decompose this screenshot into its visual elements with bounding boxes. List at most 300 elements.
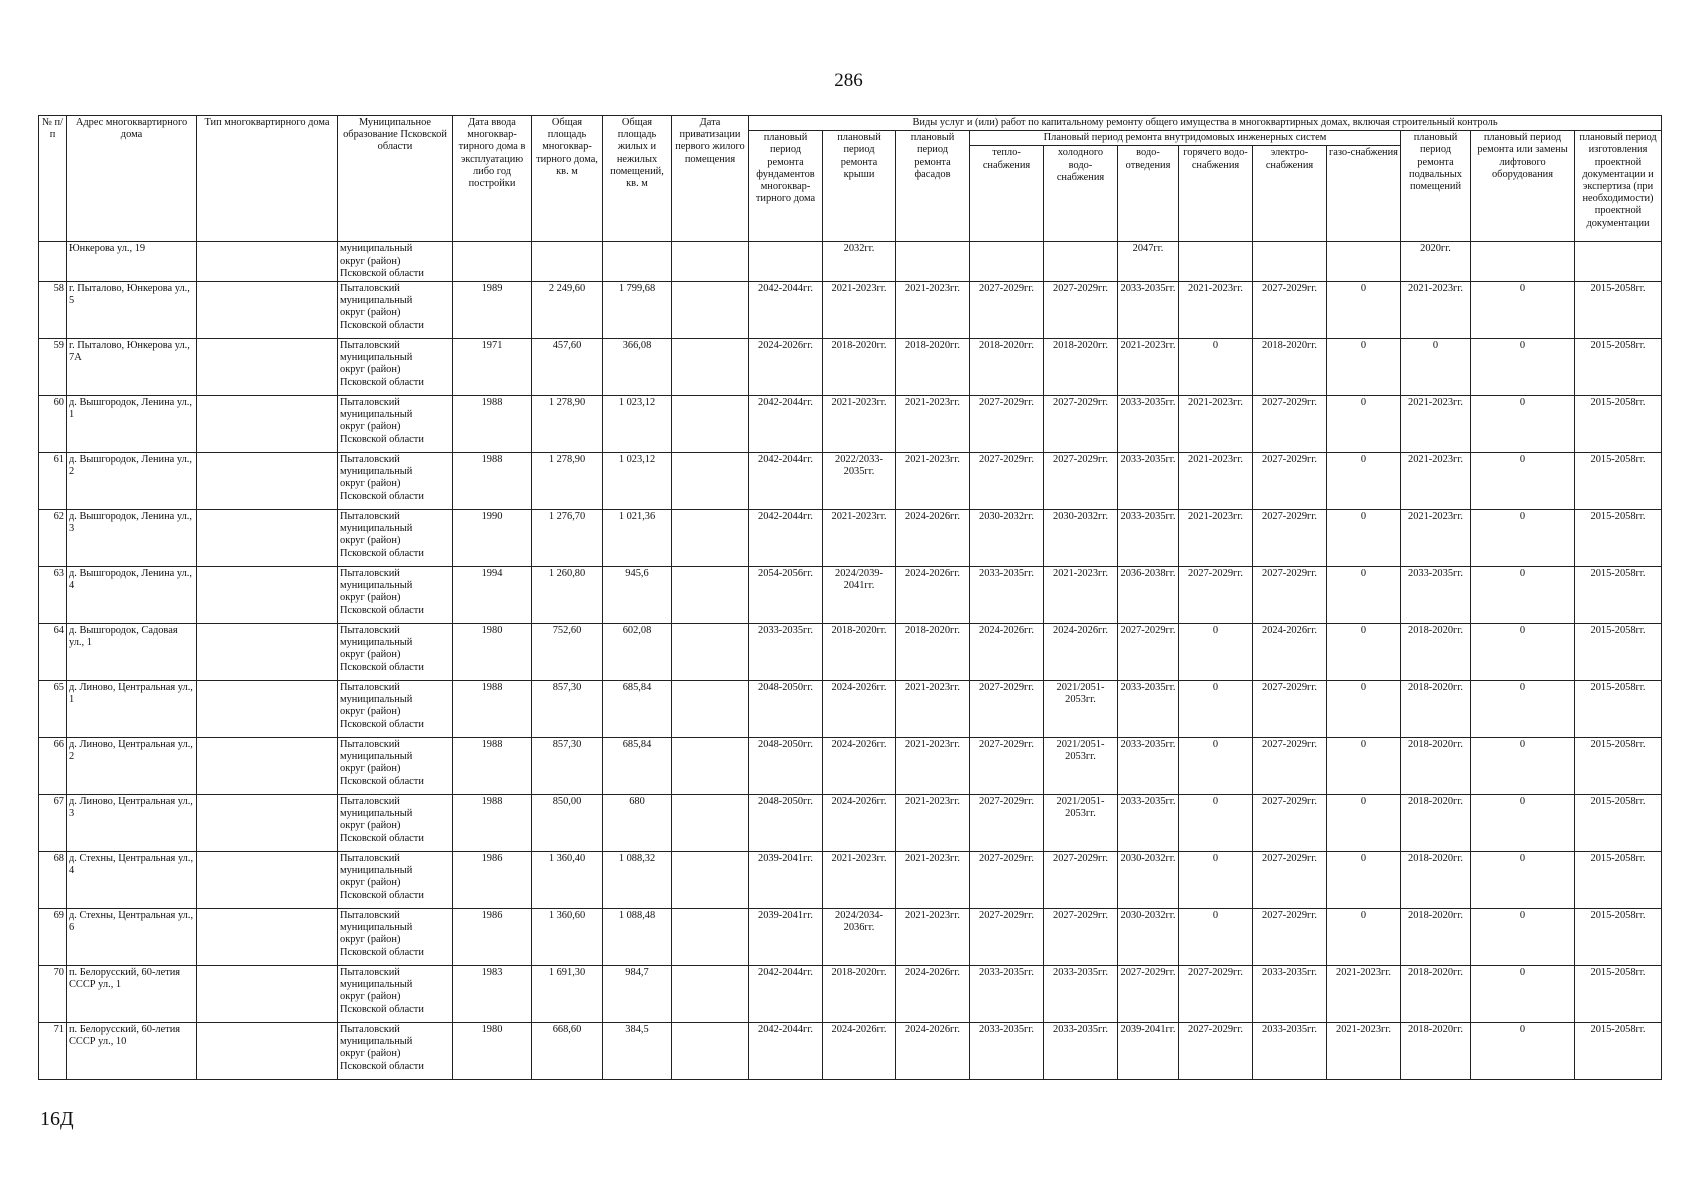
year-cell: 1988 (453, 681, 532, 738)
foundation-cell: 2042-2044гг. (749, 1023, 823, 1080)
facade-cell: 2024-2026гг. (896, 1023, 970, 1080)
no-cell: 71 (39, 1023, 67, 1080)
type-cell (197, 1023, 338, 1080)
table-body (39, 242, 1662, 1080)
facade-cell: 2018-2020гг. (896, 339, 970, 396)
basement-cell: 0 (1401, 339, 1471, 396)
electricity-cell: 2033-2035гг. (1253, 1023, 1327, 1080)
continuation-row (39, 242, 1662, 282)
total-area-cell: 1 360,60 (532, 909, 603, 966)
header-privatization: Дата приватизации первого жилого помещения (672, 116, 749, 242)
basement-cell: 2021-2023гг. (1401, 396, 1471, 453)
living-area-cell: 1 088,48 (603, 909, 672, 966)
address-cell: г. Пыталово, Юнкерова ул., 5 (67, 282, 197, 339)
no-cell: 62 (39, 510, 67, 567)
hot-water-cell: 0 (1179, 852, 1253, 909)
roof-cell: 2024-2026гг. (823, 1023, 896, 1080)
header-sewerage: водо-отведения (1118, 146, 1179, 242)
page-number: 286 (834, 70, 863, 91)
heat-cell: 2024-2026гг. (970, 624, 1044, 681)
design-cell: 2015-2058гг. (1575, 1023, 1662, 1080)
hot-water-cell: 0 (1179, 909, 1253, 966)
basement-cell: 2021-2023гг. (1401, 282, 1471, 339)
foundation-cell: 2048-2050гг. (749, 795, 823, 852)
address-cell: д. Вышгородок, Садовая ул., 1 (67, 624, 197, 681)
address-cell: д. Линово, Центральная ул., 1 (67, 681, 197, 738)
address-cell: д. Стехны, Центральная ул., 6 (67, 909, 197, 966)
cold-water-cell: 2027-2029гг. (1044, 282, 1118, 339)
living-area-cell: 1 799,68 (603, 282, 672, 339)
year-cell: 1980 (453, 624, 532, 681)
facade-cell: 2021-2023гг. (896, 795, 970, 852)
sewerage-cell: 2027-2029гг. (1118, 966, 1179, 1023)
table-row (39, 282, 1662, 339)
foundation-cell: 2042-2044гг. (749, 966, 823, 1023)
facade-cell: 2024-2026гг. (896, 966, 970, 1023)
basement-cell: 2018-2020гг. (1401, 852, 1471, 909)
foundation-cell: 2042-2044гг. (749, 396, 823, 453)
gas-cell: 0 (1327, 339, 1401, 396)
sewerage-cell: 2033-2035гг. (1118, 681, 1179, 738)
address-cell: п. Белорусский, 60-летия СССР ул., 1 (67, 966, 197, 1023)
facade-cell: 2021-2023гг. (896, 282, 970, 339)
header-design: плановый период изготовления проектной документации и экспертиза (при необходимости) проектной документации (1575, 131, 1662, 242)
electricity-cell: 2027-2029гг. (1253, 738, 1327, 795)
cold-water-cell: 2021/2051-2053гг. (1044, 738, 1118, 795)
gas-cell: 0 (1327, 681, 1401, 738)
roof-cell: 2018-2020гг. (823, 966, 896, 1023)
address-cell: д. Вышгородок, Ленина ул., 2 (67, 453, 197, 510)
sewerage-cell: 2033-2035гг. (1118, 795, 1179, 852)
basement-cell: 2021-2023гг. (1401, 453, 1471, 510)
year-cell: 1990 (453, 510, 532, 567)
facade-cell: 2021-2023гг. (896, 852, 970, 909)
elevator-cell: 0 (1471, 966, 1575, 1023)
table-row (39, 339, 1662, 396)
type-cell (197, 795, 338, 852)
heat-cell: 2027-2029гг. (970, 681, 1044, 738)
sewerage-cell: 2027-2029гг. (1118, 624, 1179, 681)
sewerage-cell: 2036-2038гг. (1118, 567, 1179, 624)
total-area-cell: 2 249,60 (532, 282, 603, 339)
type-cell (197, 567, 338, 624)
address-cell: д. Вышгородок, Ленина ул., 4 (67, 567, 197, 624)
header-no: № п/п (39, 116, 67, 242)
design-cell: 2015-2058гг. (1575, 567, 1662, 624)
header-municipality: Муниципальное образование Псковской области (338, 116, 453, 242)
year-cell: 1986 (453, 852, 532, 909)
roof-cell: 2018-2020гг. (823, 339, 896, 396)
privatization-cell (672, 567, 749, 624)
year-cell: 1980 (453, 1023, 532, 1080)
header-living-area: Общая площадь жилых и нежилых помещений, кв. м (603, 116, 672, 242)
no-cell: 64 (39, 624, 67, 681)
privatization-cell (672, 339, 749, 396)
sewerage-cell: 2030-2032гг. (1118, 852, 1179, 909)
sewerage-cell: 2033-2035гг. (1118, 510, 1179, 567)
cold-water-cell: 2030-2032гг. (1044, 510, 1118, 567)
hot-water-cell: 2027-2029гг. (1179, 1023, 1253, 1080)
table-row (39, 510, 1662, 567)
type-cell (197, 339, 338, 396)
elevator-cell: 0 (1471, 795, 1575, 852)
address-cell: д. Вышгородок, Ленина ул., 3 (67, 510, 197, 567)
table-header (39, 116, 1662, 242)
hot-water-cell: 2021-2023гг. (1179, 282, 1253, 339)
no-cell: 68 (39, 852, 67, 909)
foundation-cell: 2048-2050гг. (749, 681, 823, 738)
privatization-cell (672, 510, 749, 567)
foundation-cell: 2039-2041гг. (749, 909, 823, 966)
basement-cell: 2018-2020гг. (1401, 738, 1471, 795)
no-cell: 70 (39, 966, 67, 1023)
year-cell: 1971 (453, 339, 532, 396)
elevator-cell: 0 (1471, 396, 1575, 453)
cold-water-cell: 2027-2029гг. (1044, 909, 1118, 966)
header-cold-water: холодного водо-снабжения (1044, 146, 1118, 242)
no-cell: 63 (39, 567, 67, 624)
privatization-cell (672, 453, 749, 510)
sewerage-cell: 2033-2035гг. (1118, 453, 1179, 510)
municipality-cell: Пыталовский муниципальный округ (район) Псковской области (338, 624, 453, 681)
table-row (39, 396, 1662, 453)
living-area-cell: 384,5 (603, 1023, 672, 1080)
cold-water-cell: 2021/2051-2053гг. (1044, 681, 1118, 738)
header-roof: плановый период ремонта крыши (823, 131, 896, 242)
table-row (39, 966, 1662, 1023)
heat-cell: 2030-2032гг. (970, 510, 1044, 567)
living-area-cell: 984,7 (603, 966, 672, 1023)
design-cell: 2015-2058гг. (1575, 624, 1662, 681)
type-cell (197, 909, 338, 966)
gas-cell: 2021-2023гг. (1327, 966, 1401, 1023)
facade-cell: 2021-2023гг. (896, 453, 970, 510)
foundation-cell: 2042-2044гг. (749, 282, 823, 339)
total-area-cell: 1 278,90 (532, 453, 603, 510)
municipality-cell: Пыталовский муниципальный округ (район) Псковской области (338, 738, 453, 795)
hot-water-cell: 2021-2023гг. (1179, 510, 1253, 567)
address-cell: д. Вышгородок, Ленина ул., 1 (67, 396, 197, 453)
hot-water-cell: 2027-2029гг. (1179, 966, 1253, 1023)
sewerage-cell: 2039-2041гг. (1118, 1023, 1179, 1080)
foundation-cell: 2054-2056гг. (749, 567, 823, 624)
foundation-cell: 2042-2044гг. (749, 453, 823, 510)
elevator-cell: 0 (1471, 282, 1575, 339)
sewerage-cell: 2033-2035гг. (1118, 738, 1179, 795)
header-heat: тепло-снабжения (970, 146, 1044, 242)
sewerage-cell: 2021-2023гг. (1118, 339, 1179, 396)
header-works-group: Виды услуг и (или) работ по капитальному ремонту общего имущества в многоквартирных домах, включая строительный контроль (749, 116, 1662, 131)
cold-water-cell: 2033-2035гг. (1044, 1023, 1118, 1080)
basement-cell: 2018-2020гг. (1401, 909, 1471, 966)
gas-cell: 0 (1327, 282, 1401, 339)
year-cell: 1983 (453, 966, 532, 1023)
header-total-area: Общая площадь многоквар-тирного дома, кв. м (532, 116, 603, 242)
type-cell (197, 396, 338, 453)
electricity-cell: 2027-2029гг. (1253, 795, 1327, 852)
address-cell: д. Стехны, Центральная ул., 4 (67, 852, 197, 909)
gas-cell: 2021-2023гг. (1327, 1023, 1401, 1080)
header-address: Адрес многоквартирного дома (67, 116, 197, 242)
roof-cell: 2024-2026гг. (823, 738, 896, 795)
total-area-cell: 1 360,40 (532, 852, 603, 909)
basement-cell: 2021-2023гг. (1401, 510, 1471, 567)
heat-cell: 2027-2029гг. (970, 453, 1044, 510)
elevator-cell: 0 (1471, 510, 1575, 567)
hot-water-cell: 0 (1179, 738, 1253, 795)
heat-cell: 2033-2035гг. (970, 966, 1044, 1023)
facade-cell: 2018-2020гг. (896, 624, 970, 681)
year-cell: 1988 (453, 795, 532, 852)
design-cell: 2015-2058гг. (1575, 852, 1662, 909)
header-basement: плановый период ремонта подвальных помещений (1401, 131, 1471, 242)
table-row (39, 567, 1662, 624)
hot-water-cell: 2021-2023гг. (1179, 453, 1253, 510)
electricity-cell: 2027-2029гг. (1253, 453, 1327, 510)
roof-cell: 2024-2026гг. (823, 795, 896, 852)
privatization-cell (672, 396, 749, 453)
table-row (39, 453, 1662, 510)
no-cell: 60 (39, 396, 67, 453)
type-cell (197, 852, 338, 909)
capital-repair-table (38, 115, 1662, 1080)
heat-cell: 2027-2029гг. (970, 795, 1044, 852)
basement-cell: 2018-2020гг. (1401, 681, 1471, 738)
footer-code: 16Д (40, 1108, 74, 1130)
header-type: Тип многоквартирного дома (197, 116, 338, 242)
municipality-cell: Пыталовский муниципальный округ (район) Псковской области (338, 282, 453, 339)
type-cell (197, 282, 338, 339)
sewerage-cell: 2033-2035гг. (1118, 282, 1179, 339)
privatization-cell (672, 966, 749, 1023)
total-area-cell: 1 276,70 (532, 510, 603, 567)
type-cell (197, 738, 338, 795)
heat-cell: 2033-2035гг. (970, 1023, 1044, 1080)
elevator-cell: 0 (1471, 453, 1575, 510)
elevator-cell: 0 (1471, 567, 1575, 624)
gas-cell: 0 (1327, 453, 1401, 510)
gas-cell: 0 (1327, 852, 1401, 909)
electricity-cell: 2018-2020гг. (1253, 339, 1327, 396)
elevator-cell: 0 (1471, 624, 1575, 681)
heat-cell: 2018-2020гг. (970, 339, 1044, 396)
living-area-cell: 366,08 (603, 339, 672, 396)
privatization-cell (672, 795, 749, 852)
address-cell: п. Белорусский, 60-летия СССР ул., 10 (67, 1023, 197, 1080)
privatization-cell (672, 1023, 749, 1080)
header-electricity: электро-снабжения (1253, 146, 1327, 242)
no-cell: 69 (39, 909, 67, 966)
cold-water-cell: 2027-2029гг. (1044, 453, 1118, 510)
gas-cell: 0 (1327, 510, 1401, 567)
facade-cell: 2024-2026гг. (896, 567, 970, 624)
sewerage-cell: 2030-2032гг. (1118, 909, 1179, 966)
municipality-cell: Пыталовский муниципальный округ (район) Псковской области (338, 396, 453, 453)
cold-water-cell: 2033-2035гг. (1044, 966, 1118, 1023)
no-cell: 61 (39, 453, 67, 510)
facade-cell: 2021-2023гг. (896, 396, 970, 453)
basement-cell: 2018-2020гг. (1401, 795, 1471, 852)
gas-cell: 0 (1327, 909, 1401, 966)
elevator-cell: 0 (1471, 852, 1575, 909)
elevator-cell: 0 (1471, 339, 1575, 396)
table-row (39, 681, 1662, 738)
type-cell (197, 453, 338, 510)
electricity-cell: 2027-2029гг. (1253, 282, 1327, 339)
sewerage-cell: 2047гг. (1118, 242, 1179, 282)
address-cell: д. Линово, Центральная ул., 2 (67, 738, 197, 795)
hot-water-cell: 0 (1179, 624, 1253, 681)
roof-cell: 2021-2023гг. (823, 282, 896, 339)
total-area-cell: 1 691,30 (532, 966, 603, 1023)
municipality-cell: муниципальный округ (район) Псковской области (338, 242, 453, 282)
design-cell: 2015-2058гг. (1575, 681, 1662, 738)
municipality-cell: Пыталовский муниципальный округ (район) Псковской области (338, 681, 453, 738)
electricity-cell: 2027-2029гг. (1253, 567, 1327, 624)
year-cell: 1988 (453, 738, 532, 795)
heat-cell: 2027-2029гг. (970, 852, 1044, 909)
gas-cell: 0 (1327, 567, 1401, 624)
heat-cell: 2033-2035гг. (970, 567, 1044, 624)
roof-cell: 2024-2026гг. (823, 681, 896, 738)
electricity-cell: 2027-2029гг. (1253, 510, 1327, 567)
living-area-cell: 602,08 (603, 624, 672, 681)
header-elevator: плановый период ремонта или замены лифтового оборудования (1471, 131, 1575, 242)
municipality-cell: Пыталовский муниципальный округ (район) Псковской области (338, 966, 453, 1023)
privatization-cell (672, 738, 749, 795)
header-gas: газо-снабжения (1327, 146, 1401, 242)
basement-cell: 2018-2020гг. (1401, 966, 1471, 1023)
total-area-cell: 668,60 (532, 1023, 603, 1080)
municipality-cell: Пыталовский муниципальный округ (район) Псковской области (338, 567, 453, 624)
design-cell: 2015-2058гг. (1575, 738, 1662, 795)
type-cell (197, 624, 338, 681)
roof-cell: 2032гг. (823, 242, 896, 282)
gas-cell: 0 (1327, 795, 1401, 852)
living-area-cell: 1 088,32 (603, 852, 672, 909)
no-cell: 58 (39, 282, 67, 339)
cold-water-cell: 2018-2020гг. (1044, 339, 1118, 396)
header-facade: плановый период ремонта фасадов (896, 131, 970, 242)
heat-cell: 2027-2029гг. (970, 396, 1044, 453)
facade-cell: 2024-2026гг. (896, 510, 970, 567)
year-cell: 1988 (453, 453, 532, 510)
foundation-cell: 2048-2050гг. (749, 738, 823, 795)
living-area-cell: 685,84 (603, 738, 672, 795)
roof-cell: 2021-2023гг. (823, 852, 896, 909)
electricity-cell: 2027-2029гг. (1253, 681, 1327, 738)
elevator-cell: 0 (1471, 909, 1575, 966)
privatization-cell (672, 909, 749, 966)
design-cell: 2015-2058гг. (1575, 510, 1662, 567)
cold-water-cell: 2021-2023гг. (1044, 567, 1118, 624)
electricity-cell: 2024-2026гг. (1253, 624, 1327, 681)
municipality-cell: Пыталовский муниципальный округ (район) Псковской области (338, 510, 453, 567)
basement-cell: 2018-2020гг. (1401, 1023, 1471, 1080)
elevator-cell: 0 (1471, 681, 1575, 738)
design-cell: 2015-2058гг. (1575, 396, 1662, 453)
basement-cell: 2033-2035гг. (1401, 567, 1471, 624)
elevator-cell: 0 (1471, 738, 1575, 795)
living-area-cell: 1 021,36 (603, 510, 672, 567)
municipality-cell: Пыталовский муниципальный округ (район) Псковской области (338, 852, 453, 909)
living-area-cell: 945,6 (603, 567, 672, 624)
table-row (39, 738, 1662, 795)
living-area-cell: 1 023,12 (603, 396, 672, 453)
living-area-cell: 680 (603, 795, 672, 852)
municipality-cell: Пыталовский муниципальный округ (район) Псковской области (338, 339, 453, 396)
header-hot-water: горячего водо-снабжения (1179, 146, 1253, 242)
foundation-cell: 2042-2044гг. (749, 510, 823, 567)
electricity-cell: 2027-2029гг. (1253, 909, 1327, 966)
facade-cell: 2021-2023гг. (896, 738, 970, 795)
address-cell: г. Пыталово, Юнкерова ул., 7А (67, 339, 197, 396)
design-cell: 2015-2058гг. (1575, 282, 1662, 339)
foundation-cell: 2024-2026гг. (749, 339, 823, 396)
design-cell: 2015-2058гг. (1575, 909, 1662, 966)
basement-cell: 2018-2020гг. (1401, 624, 1471, 681)
sewerage-cell: 2033-2035гг. (1118, 396, 1179, 453)
municipality-cell: Пыталовский муниципальный округ (район) Псковской области (338, 909, 453, 966)
year-cell: 1988 (453, 396, 532, 453)
cold-water-cell: 2027-2029гг. (1044, 396, 1118, 453)
foundation-cell: 2033-2035гг. (749, 624, 823, 681)
heat-cell: 2027-2029гг. (970, 282, 1044, 339)
municipality-cell: Пыталовский муниципальный округ (район) Псковской области (338, 453, 453, 510)
heat-cell: 2027-2029гг. (970, 909, 1044, 966)
municipality-cell: Пыталовский муниципальный округ (район) Псковской области (338, 795, 453, 852)
address-cell: д. Линово, Центральная ул., 3 (67, 795, 197, 852)
year-cell: 1994 (453, 567, 532, 624)
basement-cell: 2020гг. (1401, 242, 1471, 282)
living-area-cell: 1 023,12 (603, 453, 672, 510)
year-cell: 1989 (453, 282, 532, 339)
design-cell: 2015-2058гг. (1575, 453, 1662, 510)
privatization-cell (672, 852, 749, 909)
no-cell: 59 (39, 339, 67, 396)
type-cell (197, 681, 338, 738)
total-area-cell: 857,30 (532, 681, 603, 738)
roof-cell: 2021-2023гг. (823, 510, 896, 567)
hot-water-cell: 0 (1179, 339, 1253, 396)
gas-cell: 0 (1327, 396, 1401, 453)
hot-water-cell: 2021-2023гг. (1179, 396, 1253, 453)
type-cell (197, 510, 338, 567)
design-cell: 2015-2058гг. (1575, 339, 1662, 396)
year-cell: 1986 (453, 909, 532, 966)
address-cell: Юнкерова ул., 19 (67, 242, 197, 282)
hot-water-cell: 0 (1179, 681, 1253, 738)
design-cell: 2015-2058гг. (1575, 795, 1662, 852)
total-area-cell: 752,60 (532, 624, 603, 681)
table-row (39, 795, 1662, 852)
table-row (39, 852, 1662, 909)
electricity-cell: 2033-2035гг. (1253, 966, 1327, 1023)
no-cell: 66 (39, 738, 67, 795)
cold-water-cell: 2021/2051-2053гг. (1044, 795, 1118, 852)
header-foundation: плановый период ремонта фундаментов многоквар-тирного дома (749, 131, 823, 242)
total-area-cell: 457,60 (532, 339, 603, 396)
hot-water-cell: 2027-2029гг. (1179, 567, 1253, 624)
privatization-cell (672, 282, 749, 339)
total-area-cell: 857,30 (532, 738, 603, 795)
cold-water-cell: 2024-2026гг. (1044, 624, 1118, 681)
roof-cell: 2022/2033-2035гг. (823, 453, 896, 510)
header-commissioning: Дата ввода многоквар-тирного дома в эксплуатацию либо год постройки (453, 116, 532, 242)
gas-cell: 0 (1327, 624, 1401, 681)
total-area-cell: 850,00 (532, 795, 603, 852)
elevator-cell: 0 (1471, 1023, 1575, 1080)
